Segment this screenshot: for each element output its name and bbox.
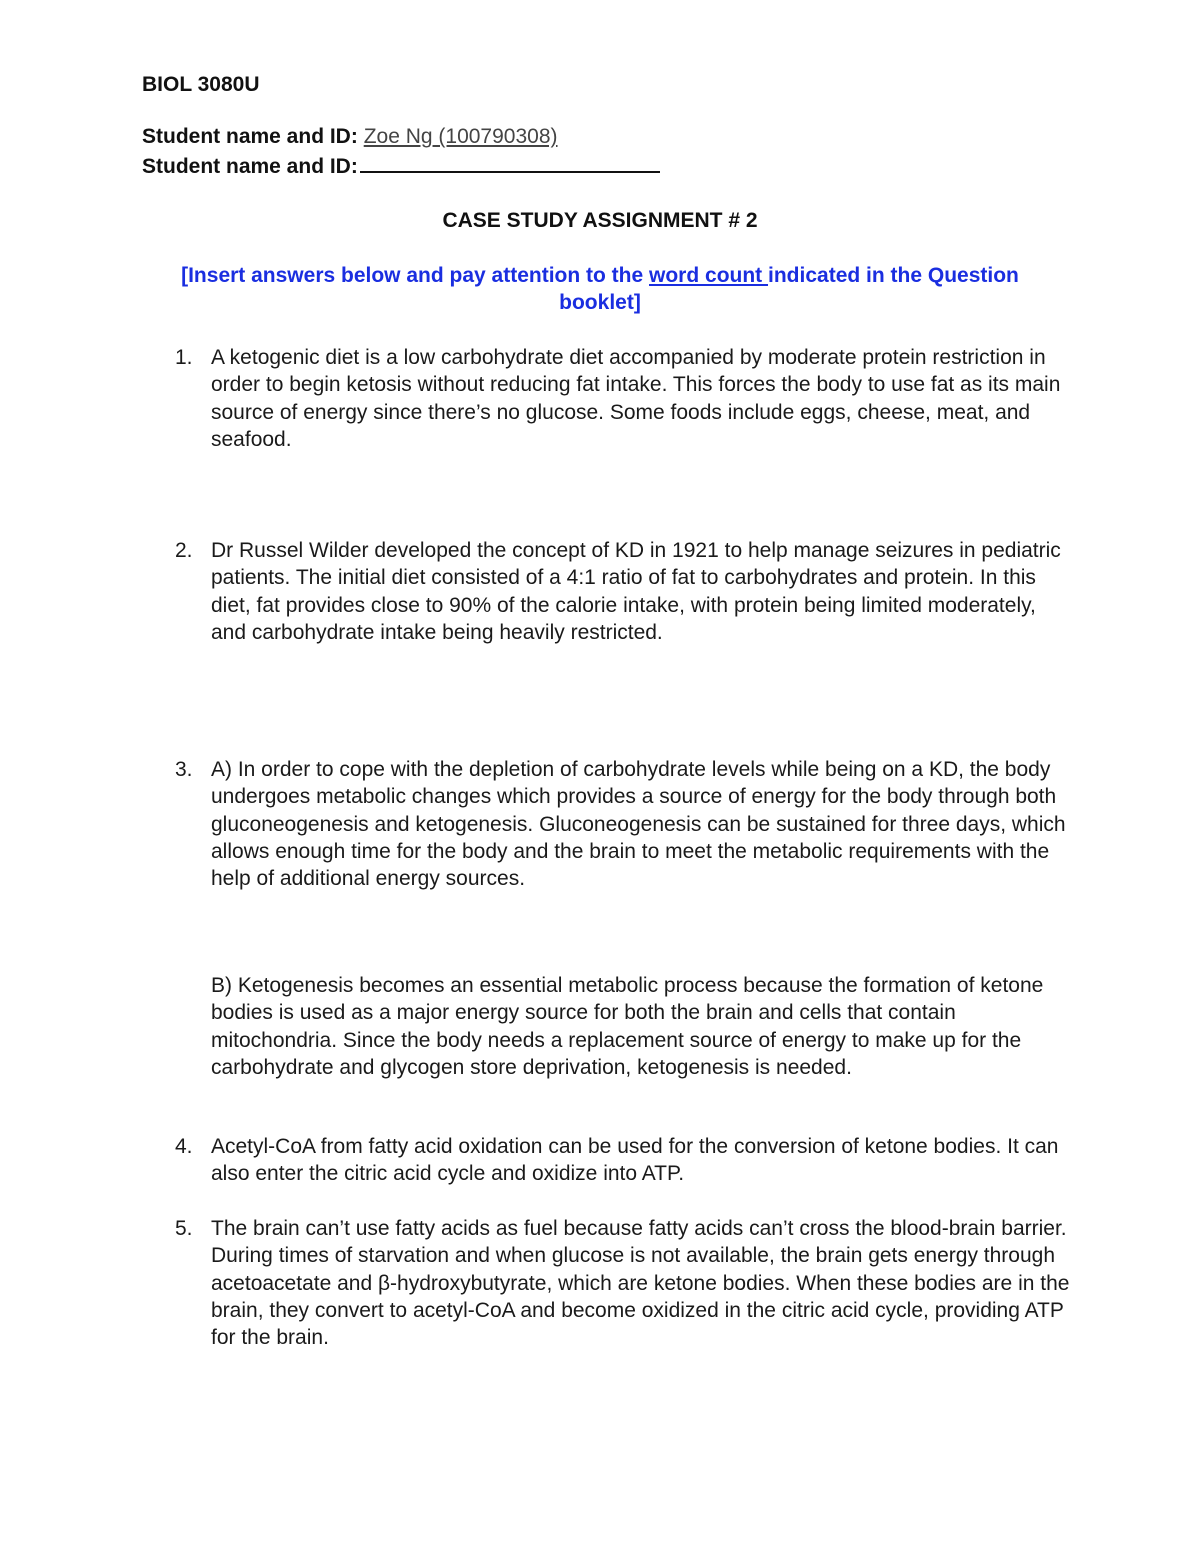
instructions-underlined: word count [649,264,769,287]
course-code: BIOL 3080U [142,73,260,96]
answer-item [175,1215,1071,1351]
page-title: CASE STUDY ASSIGNMENT # 2 [442,209,758,232]
student-line-1 [142,124,558,150]
answer-text: Acetyl-CoA from fatty acid oxidation can be used for the conversion of ketone bodies. It can also enter the citric acid cycle and oxidize into ATP. [211,1135,1059,1186]
answer-item-part-b [211,972,1071,1081]
answer-text: A) In order to cope with the depletion of carbohydrate levels while being on a KD, the body undergoes metabolic changes which provides a source of energy for the body through both gluconeogenesis and ketogenesis. Gluconeogenesis can be sustained for three days, which allows enough time for the body and the brain to meet the metabolic requirements with the help of additional energy sources. [211,758,1066,891]
answer-number: 5. [175,1217,193,1240]
answer-item [175,537,1071,646]
answer-number: 4. [175,1135,193,1158]
answer-number: 1. [175,346,193,369]
instructions-text: indicated in the Question booklet] [559,264,1019,314]
answer-number: 2. [175,539,193,562]
student-line-2 [142,151,660,180]
answer-text: Dr Russel Wilder developed the concept of KD in 1921 to help manage seizures in pediatric patients. The initial diet consisted of a 4:1 ratio of fat to carbohydrates and protein. In this diet, fat provides close to 90% of the calorie intake, with protein being limited moderately, and carbohydrate intake being heavily restricted. [211,539,1061,644]
instructions-note [170,262,1030,316]
answer-item [175,1133,1071,1188]
student-label: Student name and ID: [142,155,358,178]
answer-text: A ketogenic diet is a low carbohydrate diet accompanied by moderate protein restriction in order to begin ketosis without reducing fat intake. This forces the body to use fat as its main source of energy since there’s no glucose. Some foods include eggs, cheese, meat, and seafood. [211,346,1061,451]
answer-item [175,344,1071,453]
student-blank-line [360,151,660,173]
student-label: Student name and ID: [142,125,358,148]
answer-text: B) Ketogenesis becomes an essential metabolic process because the formation of ketone bodies is used as a major energy source for both the brain and cells that contain mitochondria. Since the body needs a replacement source of energy to make up for the carbohydrate and glycogen store deprivation, ketogenesis is needed. [211,974,1044,1079]
student-value: Zoe Ng (100790308) [363,125,558,148]
answer-number: 3. [175,758,193,781]
instructions-text: [Insert answers below and pay attention to the [181,264,650,287]
answer-text: The brain can’t use fatty acids as fuel because fatty acids can’t cross the blood-brain barrier. During times of starvation and when glucose is not available, the brain gets energy through acetoacetate and β-hydroxybutyrate, which are ketone bodies. When these bodies are in the brain, they convert to acetyl-CoA and become oxidized in the citric acid cycle, providing ATP for the brain. [211,1217,1070,1350]
answer-item [175,756,1071,892]
